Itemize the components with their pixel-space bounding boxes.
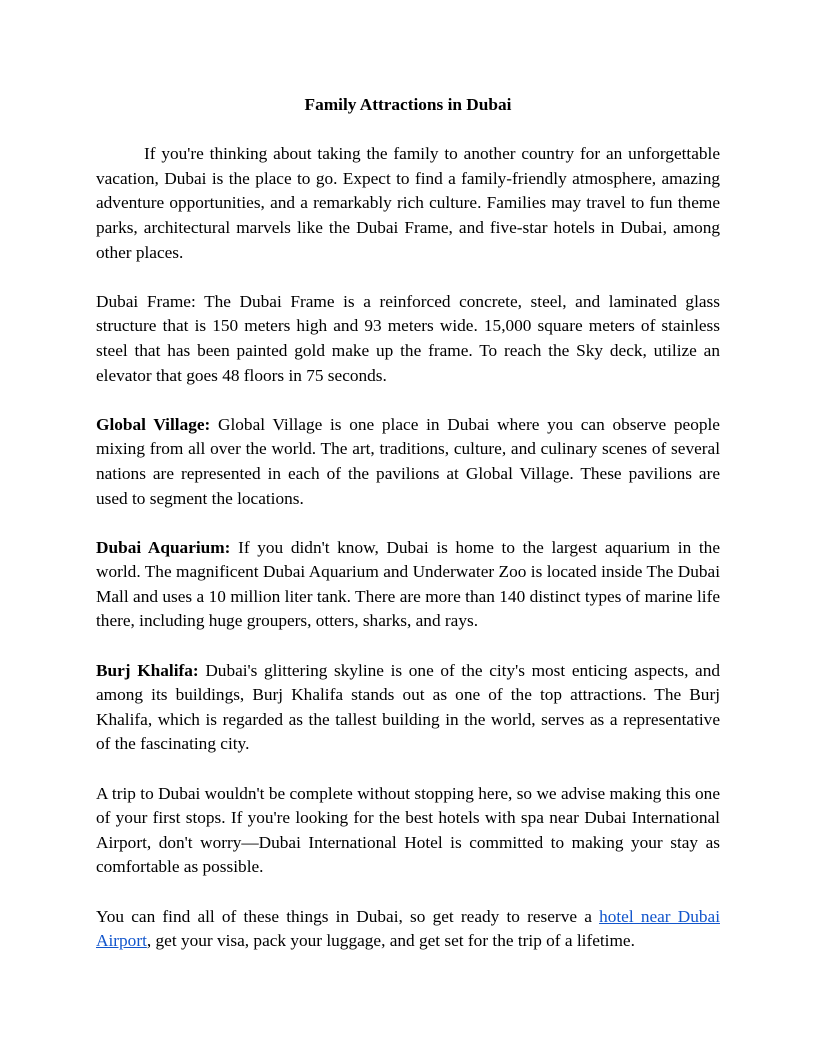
closing-text-after: , get your visa, pack your luggage, and get set for the trip of a lifetime. [146,931,635,951]
closing-text-before: You can find all of these things in Dubai, so get ready to reserve a [96,906,600,926]
burj-khalifa-heading: Burj Khalifa: [96,660,199,680]
global-village-heading: Global Village: [96,414,211,434]
document-page [96,93,720,978]
dubai-aquarium-heading: Dubai Aquarium: [96,537,231,557]
dubai-aquarium-paragraph [96,536,720,634]
global-village-text: Global Village is one place in Dubai where you can observe people mixing from all over the world. The art, traditions, culture, and culinary scenes of several nations are represented in each of the pavilions at Global Village. These pavilions are used to segment the locations. [96,414,720,508]
trip-paragraph: A trip to Dubai wouldn't be complete without stopping here, so we advise making this one of your first stops. If you're looking for the best hotels with spa near Dubai International Airport, don't worry—Dubai International Hotel is committed to making your stay as comfortable as possible. [96,783,720,877]
burj-khalifa-paragraph [96,659,720,757]
intro-paragraph: If you're thinking about taking the family to another country for an unforgettable vacation, Dubai is the place to go. Expect to find a family-friendly atmosphere, amazing adventure opportunities, and a remarkably rich culture. Families may travel to fun theme parks, architectural marvels like the Dubai Frame, and five-star hotels in Dubai, among other places. [96,144,720,262]
burj-khalifa-text: Dubai's glittering skyline is one of the city's most enticing aspects, and among its buildings, Burj Khalifa stands out as one of the top attractions. The Burj Khalifa, which is regarded as the tallest building in the world, serves as a representative of the fascinating city. [96,660,720,754]
global-village-paragraph [96,413,720,511]
hotel-near-dubai-airport-link[interactable]: hotel near Dubai Airport [96,906,720,951]
closing-paragraph [96,905,720,954]
dubai-frame-paragraph: Dubai Frame: The Dubai Frame is a reinforced concrete, steel, and laminated glass structure that is 150 meters high and 93 meters wide. 15,000 square meters of stainless steel that has been painted gold make up the frame. To reach the Sky deck, utilize an elevator that goes 48 floors in 75 seconds. [96,291,720,385]
dubai-aquarium-text: If you didn't know, Dubai is home to the largest aquarium in the world. The magnificent Dubai Aquarium and Underwater Zoo is located inside The Dubai Mall and uses a 10 million liter tank. There are more than 140 distinct types of marine life there, including huge groupers, otters, sharks, and rays. [96,537,720,631]
document-title: Family Attractions in Dubai [304,95,512,114]
